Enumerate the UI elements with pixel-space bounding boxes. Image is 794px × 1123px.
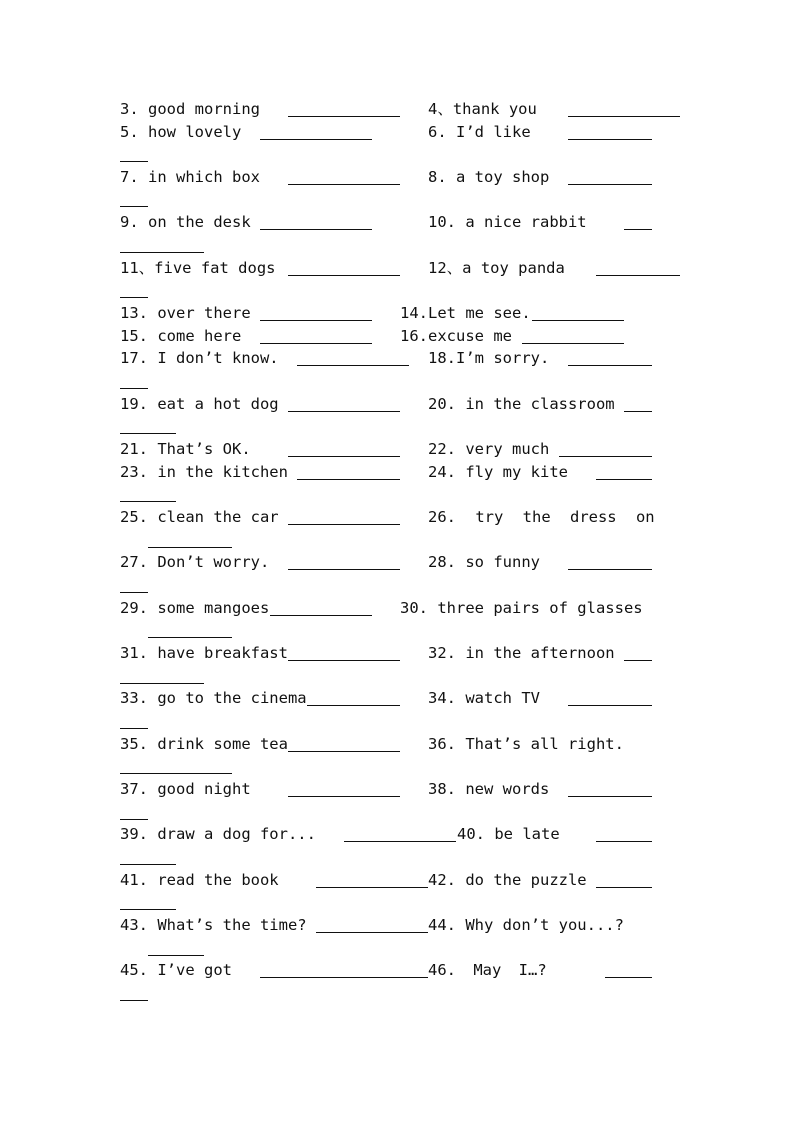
answer-blank-7[interactable] — [288, 184, 400, 185]
answer-blank-8-cont[interactable] — [120, 206, 148, 207]
item-31: 31. have breakfast — [120, 644, 288, 662]
answer-blank-3[interactable] — [288, 116, 400, 117]
item-7: 7. in which box — [120, 168, 260, 186]
answer-blank-40-cont[interactable] — [120, 864, 176, 865]
item-23: 23. in the kitchen — [120, 463, 288, 481]
item-24: 24. fly my kite — [428, 463, 568, 481]
item-29: 29. some mangoes — [120, 599, 270, 617]
answer-blank-20-cont[interactable] — [120, 433, 176, 434]
answer-blank-32-cont[interactable] — [120, 683, 204, 684]
answer-blank-10[interactable] — [624, 229, 652, 230]
answer-blank-24-cont[interactable] — [120, 501, 176, 502]
answer-blank-14[interactable] — [532, 320, 624, 321]
item-37: 37. good night — [120, 780, 251, 798]
answer-blank-33[interactable] — [307, 705, 400, 706]
item-41: 41. read the book — [120, 871, 279, 889]
answer-blank-23[interactable] — [297, 479, 400, 480]
item-44: 44. Why don’t you...? — [428, 916, 624, 934]
answer-blank-11[interactable] — [288, 275, 400, 276]
answer-blank-24[interactable] — [596, 479, 652, 480]
answer-blank-18-cont[interactable] — [120, 388, 148, 389]
answer-blank-45[interactable] — [260, 977, 428, 978]
answer-blank-19[interactable] — [288, 411, 400, 412]
item-26: 26. try the dress on — [428, 508, 655, 526]
item-9: 9. on the desk — [120, 213, 251, 231]
item-17: 17. I don’t know. — [120, 349, 279, 367]
answer-blank-46-cont[interactable] — [120, 1000, 148, 1001]
answer-blank-40[interactable] — [596, 841, 652, 842]
answer-blank-22[interactable] — [559, 456, 652, 457]
item-33: 33. go to the cinema — [120, 689, 307, 707]
item-45: 45. I’ve got — [120, 961, 232, 979]
answer-blank-8[interactable] — [568, 184, 652, 185]
item-42: 42. do the puzzle — [428, 871, 587, 889]
answer-blank-4[interactable] — [568, 116, 680, 117]
item-35: 35. drink some tea — [120, 735, 288, 753]
answer-blank-30[interactable] — [148, 637, 232, 638]
item-30: 30. three pairs of glasses — [400, 599, 643, 617]
item-5: 5. how lovely — [120, 123, 242, 141]
answer-blank-12-cont[interactable] — [120, 297, 148, 298]
item-6: 6. I’d like — [428, 123, 531, 141]
answer-blank-34[interactable] — [568, 705, 652, 706]
answer-blank-44[interactable] — [148, 955, 204, 956]
item-40: 40. be late — [457, 825, 560, 843]
answer-blank-46[interactable] — [605, 977, 652, 978]
answer-blank-25[interactable] — [288, 524, 400, 525]
item-14: 14.Let me see. — [400, 304, 531, 322]
item-38: 38. new words — [428, 780, 550, 798]
item-11: 11、five fat dogs — [120, 259, 276, 277]
answer-blank-38[interactable] — [568, 796, 652, 797]
item-27: 27. Don’t worry. — [120, 553, 270, 571]
item-28: 28. so funny — [428, 553, 540, 571]
answer-blank-31[interactable] — [288, 660, 400, 661]
item-8: 8. a toy shop — [428, 168, 550, 186]
answer-blank-43[interactable] — [316, 932, 428, 933]
item-12: 12、a toy panda — [428, 259, 565, 277]
answer-blank-37[interactable] — [288, 796, 400, 797]
item-10: 10. a nice rabbit — [428, 213, 587, 231]
item-43: 43. What’s the time? — [120, 916, 307, 934]
answer-blank-42[interactable] — [596, 887, 652, 888]
item-19: 19. eat a hot dog — [120, 395, 279, 413]
answer-blank-35[interactable] — [288, 751, 400, 752]
answer-blank-28-cont[interactable] — [120, 592, 148, 593]
answer-blank-21[interactable] — [288, 456, 400, 457]
item-32: 32. in the afternoon — [428, 644, 615, 662]
item-22: 22. very much — [428, 440, 550, 458]
answer-blank-34-cont[interactable] — [120, 728, 148, 729]
item-3: 3. good morning — [120, 100, 260, 118]
answer-blank-39[interactable] — [344, 841, 456, 842]
answer-blank-38-cont[interactable] — [120, 819, 148, 820]
item-25: 25. clean the car — [120, 508, 279, 526]
answer-blank-5[interactable] — [260, 139, 372, 140]
answer-blank-36[interactable] — [120, 773, 232, 774]
answer-blank-29[interactable] — [270, 615, 372, 616]
answer-blank-13[interactable] — [260, 320, 372, 321]
answer-blank-12[interactable] — [596, 275, 680, 276]
answer-blank-16[interactable] — [522, 343, 624, 344]
item-46: 46. May I…? — [428, 961, 547, 979]
answer-blank-41[interactable] — [316, 887, 428, 888]
answer-blank-32[interactable] — [624, 660, 652, 661]
answer-blank-26[interactable] — [148, 547, 232, 548]
answer-blank-6[interactable] — [568, 139, 652, 140]
answer-blank-10-cont[interactable] — [120, 252, 204, 253]
answer-blank-17[interactable] — [297, 365, 409, 366]
answer-blank-9[interactable] — [260, 229, 372, 230]
item-39: 39. draw a dog for... — [120, 825, 316, 843]
answer-blank-27[interactable] — [288, 569, 400, 570]
item-34: 34. watch TV — [428, 689, 540, 707]
answer-blank-18[interactable] — [568, 365, 652, 366]
item-21: 21. That’s OK. — [120, 440, 251, 458]
answer-blank-42-cont[interactable] — [120, 909, 176, 910]
answer-blank-20[interactable] — [624, 411, 652, 412]
item-16: 16.excuse me — [400, 327, 512, 345]
item-4: 4、thank you — [428, 100, 537, 118]
item-13: 13. over there — [120, 304, 251, 322]
item-36: 36. That’s all right. — [428, 735, 624, 753]
answer-blank-28[interactable] — [568, 569, 652, 570]
item-20: 20. in the classroom — [428, 395, 615, 413]
item-15: 15. come here — [120, 327, 242, 345]
answer-blank-6-cont[interactable] — [120, 161, 148, 162]
item-18: 18.I’m sorry. — [428, 349, 550, 367]
answer-blank-15[interactable] — [260, 343, 372, 344]
